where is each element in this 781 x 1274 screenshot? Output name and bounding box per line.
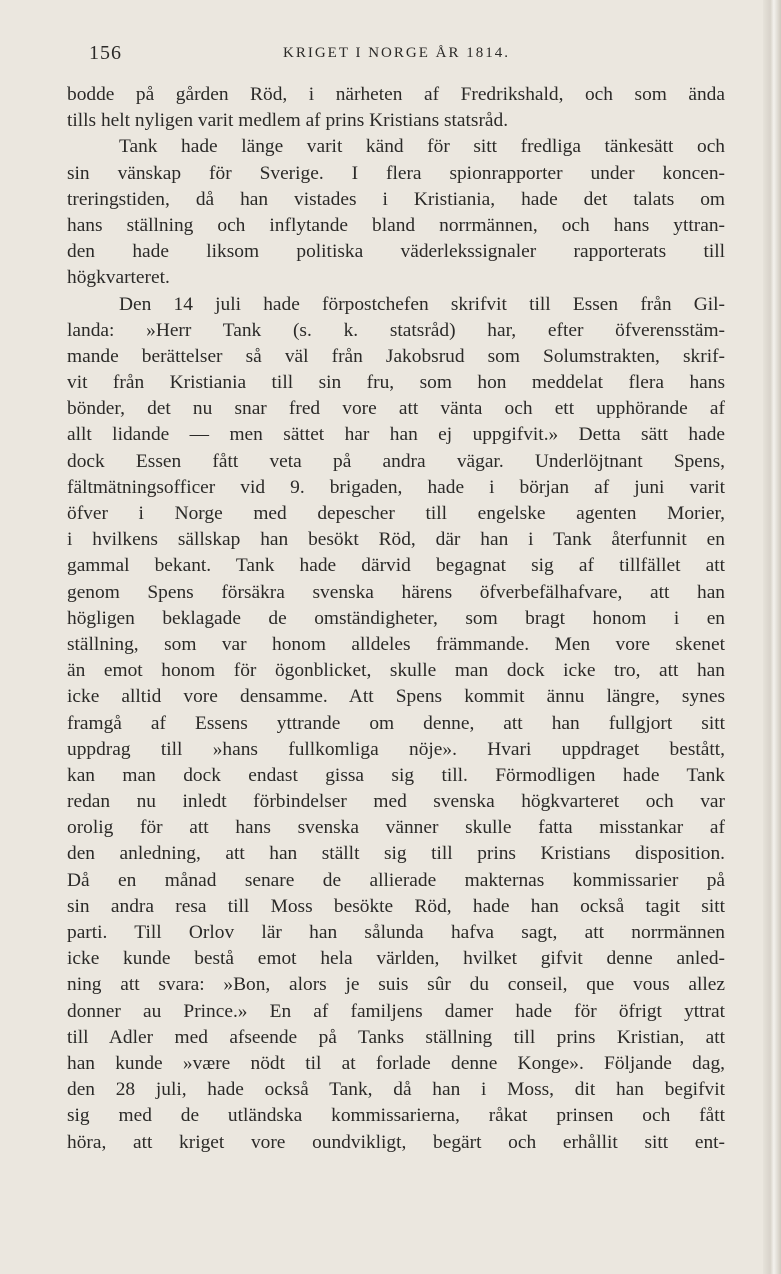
text-line: han kunde »være nödt til at forlade denne Konge». Följande dag, — [67, 1052, 725, 1074]
text-line: mande berättelser så väl från Jakobsrud som Solumstrakten, skrif- — [67, 345, 725, 367]
text-line: parti. Till Orlov lär han sålunda hafva sagt, att norrmännen — [67, 922, 725, 943]
text-line: dock Essen fått veta på andra vägar. Underlöjtnant Spens, — [67, 450, 725, 472]
page-number: 156 — [89, 42, 122, 64]
text-line: gammal bekant. Tank hade därvid begagnat sig af tillfället att — [67, 555, 725, 577]
text-line: till Adler med afseende på Tanks ställning till prins Kristian, att — [67, 1026, 725, 1048]
text-line: fältmätningsofficer vid 9. brigaden, hade i början af juni varit — [67, 476, 725, 498]
text-line: landa: »Herr Tank (s. k. statsråd) har, efter öfverensstäm- — [67, 319, 725, 341]
text-line: Tank hade länge varit känd för sitt fredliga tänkesätt och — [119, 136, 725, 158]
text-line: donner au Prince.» En af familjens damer hade för öfrigt yttrat — [67, 1000, 725, 1022]
text-line: sin vänskap för Sverige. I flera spionrapporter under koncen- — [67, 162, 725, 184]
text-line: höra, att kriget vore oundvikligt, begärt och erhållit sitt ent- — [67, 1131, 725, 1153]
text-line: Den 14 juli hade förpostchefen skrifvit till Essen från Gil- — [119, 293, 725, 315]
page-header — [89, 42, 729, 70]
text-line: icke kunde bestå emot hela världen, hvilket gifvit denne anled- — [67, 948, 725, 970]
text-line: treringstiden, då han vistades i Kristiania, hade det talats om — [67, 188, 725, 210]
text-line: högligen beklagade de omständigheter, som bragt honom i en — [67, 607, 725, 629]
text-line: genom Spens försäkra svenska härens öfverbefälhafvare, att han — [67, 581, 725, 603]
text-line: den hade liksom politiska väderlekssignaler rapporterats till — [67, 241, 725, 263]
text-line: Då en månad senare de allierade makternas kommissarier på — [67, 869, 725, 891]
text-line: bönder, det nu snar fred vore att vänta och ett upphörande af — [67, 398, 725, 420]
text-line: tills helt nyligen varit medlem af prins Kristians statsråd. — [67, 110, 509, 132]
text-line: öfver i Norge med depescher till engelske agenten Morier, — [67, 503, 725, 524]
body-text — [67, 82, 725, 1156]
page-edge-shadow — [763, 0, 781, 1274]
text-line: den anledning, att han ställt sig till prins Kristians disposition. — [67, 843, 725, 865]
text-line: allt lidande — men sättet har han ej uppgifvit.» Detta sätt hade — [67, 424, 725, 446]
text-line: sin andra resa till Moss besökte Röd, hade han också tagit sitt — [67, 895, 725, 917]
text-line: bodde på gården Röd, i närheten af Fredrikshald, och som ända — [67, 84, 725, 105]
text-line: icke alltid vore densamme. Att Spens kommit ännu längre, synes — [67, 686, 725, 708]
text-line: den 28 juli, hade också Tank, då han i Moss, dit han begifvit — [67, 1079, 725, 1101]
running-head: KRIGET I NORGE ÅR 1814. — [283, 45, 510, 61]
text-line: hans ställning och inflytande bland norrmännen, och hans yttran- — [67, 214, 725, 236]
text-line: i hvilkens sällskap han besökt Röd, där han i Tank återfunnit en — [67, 529, 725, 551]
text-line: orolig för att hans svenska vänner skulle fatta misstankar af — [67, 817, 725, 839]
text-line: kan man dock endast gissa sig till. Förmodligen hade Tank — [67, 764, 725, 786]
text-line: vit från Kristiania till sin fru, som hon meddelat flera hans — [67, 372, 725, 394]
text-line: framgå af Essens yttrande om denne, att han fullgjort sitt — [67, 712, 725, 734]
text-line: högkvarteret. — [67, 267, 170, 289]
text-line: ning att svara: »Bon, alors je suis sûr du conseil, que vous allez — [67, 974, 725, 996]
text-line: sig med de utländska kommissarierna, råkat prinsen och fått — [67, 1105, 725, 1127]
text-line: än emot honom för ögonblicket, skulle man dock icke tro, att han — [67, 660, 725, 682]
text-line: uppdrag till »hans fullkomliga nöje». Hvari uppdraget bestått, — [67, 738, 725, 760]
text-line: redan nu inledt förbindelser med svenska högkvarteret och var — [67, 791, 725, 813]
text-line: ställning, som var honom alldeles främmande. Men vore skenet — [67, 633, 725, 655]
